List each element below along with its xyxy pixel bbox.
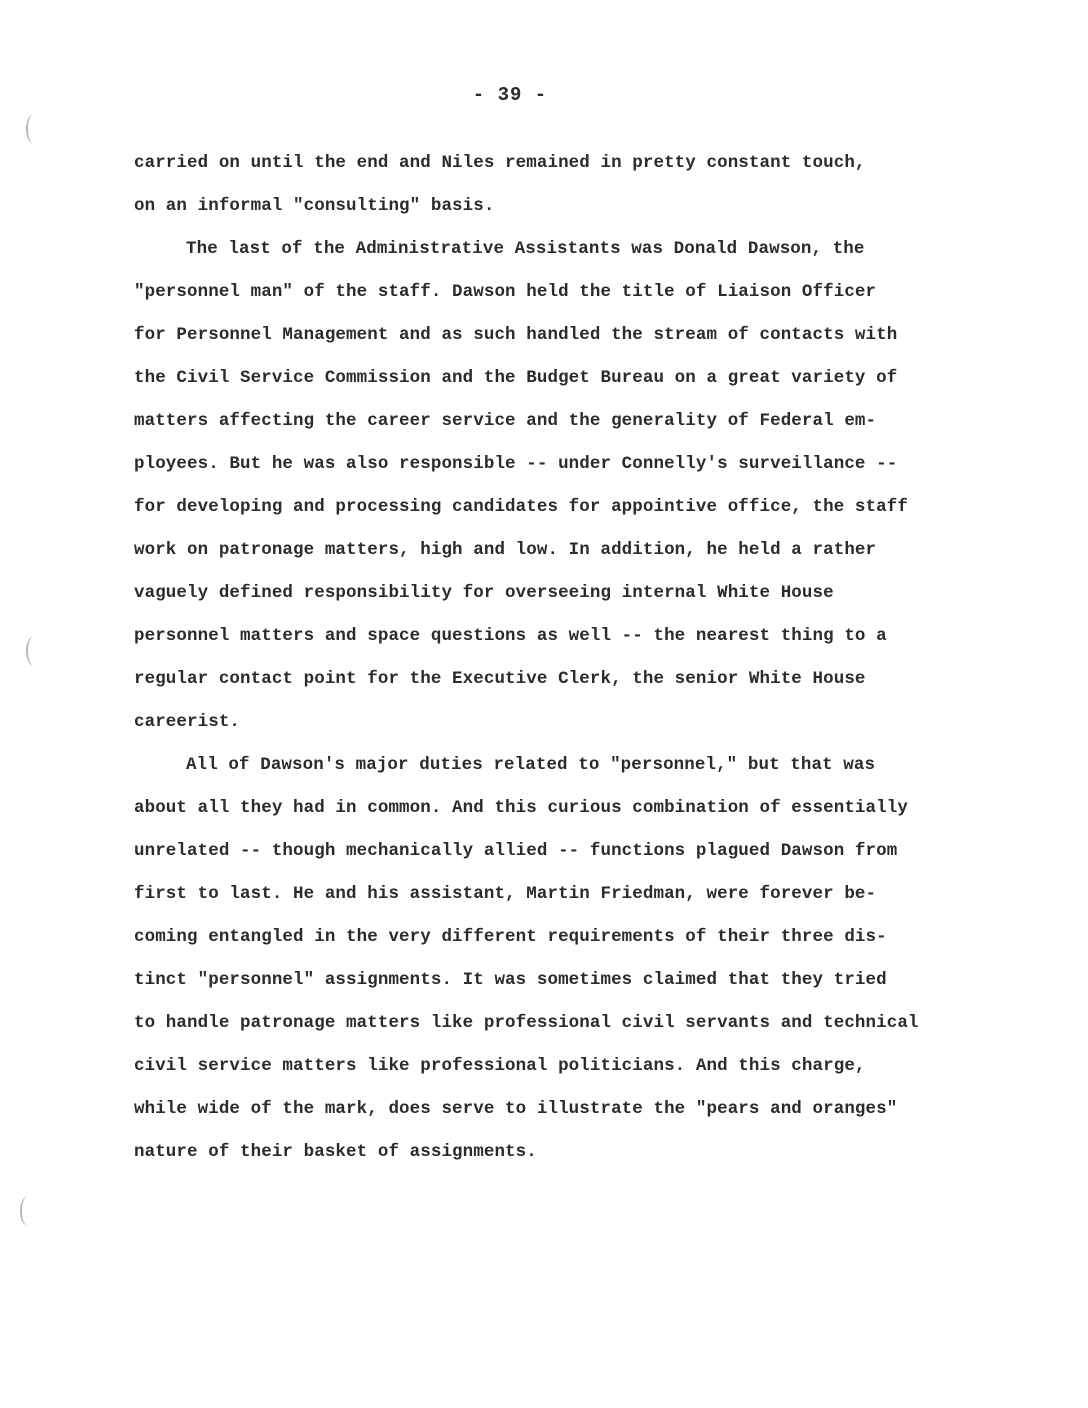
text-line: for developing and processing candidates for appointive office, the staff xyxy=(134,497,908,517)
text-line: work on patronage matters, high and low. In addition, he held a rather xyxy=(134,540,877,560)
text-line: unrelated -- though mechanically allied -- functions plagued Dawson from xyxy=(134,841,898,861)
text-line: for Personnel Management and as such handled the stream of contacts with xyxy=(134,325,898,345)
text-line: nature of their basket of assignments. xyxy=(134,1142,537,1162)
binder-hole-mark xyxy=(26,114,42,144)
text-line: to handle patronage matters like professional civil servants and technical xyxy=(134,1013,919,1033)
text-line: personnel matters and space questions as well -- the nearest thing to a xyxy=(134,626,887,646)
text-line: civil service matters like professional politicians. And this charge, xyxy=(134,1056,866,1076)
text-line: ployees. But he was also responsible -- under Connelly's surveillance -- xyxy=(134,454,898,474)
body-text xyxy=(134,142,944,1174)
binder-hole-mark xyxy=(26,636,42,666)
text-line: careerist. xyxy=(134,712,241,732)
text-line: regular contact point for the Executive Clerk, the senior White House xyxy=(134,669,866,689)
page-number: - 39 - xyxy=(472,84,548,106)
text-line: first to last. He and his assistant, Martin Friedman, were forever be- xyxy=(134,884,877,904)
text-line: about all they had in common. And this curious combination of essentially xyxy=(134,798,908,818)
text-line: tinct "personnel" assignments. It was sometimes claimed that they tried xyxy=(134,970,887,990)
paragraph-start-line: All of Dawson's major duties related to "personnel," but that was xyxy=(186,755,876,775)
text-line: "personnel man" of the staff. Dawson held the title of Liaison Officer xyxy=(134,282,877,302)
text-line: vaguely defined responsibility for overseeing internal White House xyxy=(134,583,834,603)
paragraph-start-line: The last of the Administrative Assistants was Donald Dawson, the xyxy=(186,239,865,259)
text-line: coming entangled in the very different requirements of their three dis- xyxy=(134,927,887,947)
text-line: while wide of the mark, does serve to illustrate the "pears and oranges" xyxy=(134,1099,898,1119)
binder-hole-mark xyxy=(20,1196,36,1226)
text-line: on an informal "consulting" basis. xyxy=(134,196,495,216)
text-line: matters affecting the career service and the generality of Federal em- xyxy=(134,411,877,431)
text-line: the Civil Service Commission and the Budget Bureau on a great variety of xyxy=(134,368,898,388)
text-line: carried on until the end and Niles remained in pretty constant touch, xyxy=(134,153,866,173)
